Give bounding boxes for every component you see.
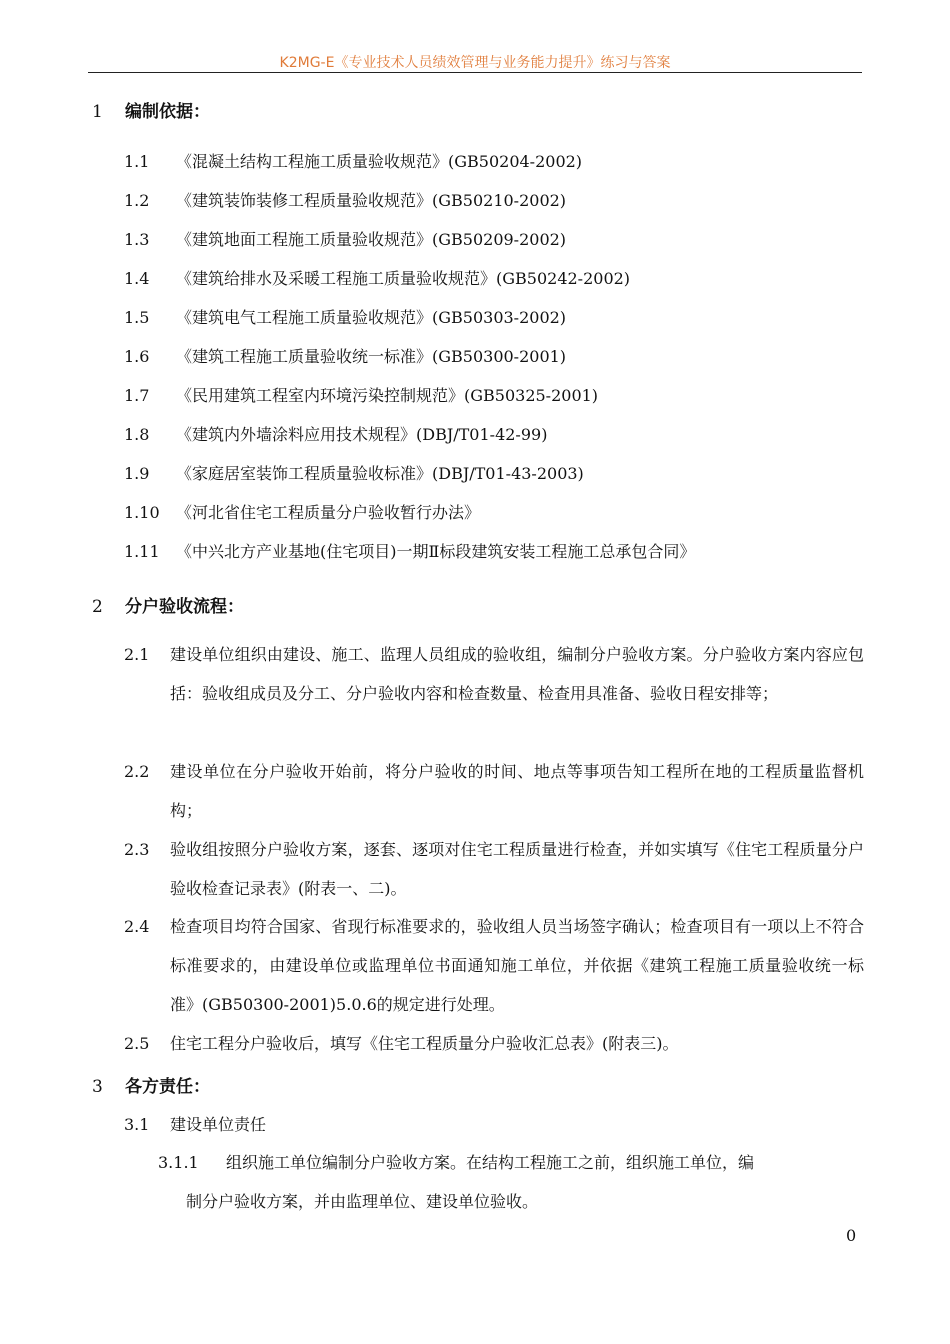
reference-number: 1.4 [124,269,150,288]
flow-text: 建设单位组织由建设、施工、监理人员组成的验收组，编制分户验收方案。分户验收方案内容应包括：验收组成员及分工、分户验收内容和检查数量、检查用具准备、验收日程安排等； [170,645,864,703]
header-rule [88,72,862,73]
section-heading-1 [92,97,210,122]
reference-item [124,539,695,562]
reference-text: 《河北省住宅工程质量分户验收暂行办法》 [176,503,481,522]
flow-text: 建设单位在分户验收开始前，将分户验收的时间、地点等事项告知工程所在地的工程质量监督机构； [170,762,864,820]
reference-item [124,461,584,484]
flow-item [124,752,864,830]
reference-item [124,149,582,172]
flow-item [124,635,864,713]
section-number: 2 [92,597,103,617]
reference-number: 1.5 [124,308,150,327]
clause-text-line-1: 组织施工单位编制分户验收方案。在结构工程施工之前，组织施工单位，编 [226,1153,755,1172]
reference-item [124,344,566,367]
section-heading-2 [92,592,244,617]
reference-number: 1.8 [124,425,150,444]
page-header: K2MG-E《专业技术人员绩效管理与业务能力提升》练习与答案 [279,55,671,71]
clause-number: 3.1.1 [158,1153,199,1172]
reference-text: 《建筑电气工程施工质量验收规范》(GB50303-2002) [176,308,567,327]
reference-text: 《建筑给排水及采暖工程施工质量验收规范》(GB50242-2002) [176,269,631,288]
reference-number: 1.9 [124,464,150,483]
flow-number: 2.5 [124,1034,150,1053]
flow-item [124,907,864,1024]
clause-item [158,1143,858,1221]
reference-text: 《建筑地面工程施工质量验收规范》(GB50209-2002) [176,230,567,249]
reference-text: 《混凝土结构工程施工质量验收规范》(GB50204-2002) [176,152,583,171]
reference-number: 1.7 [124,386,150,405]
reference-text: 《建筑内外墙涂料应用技术规程》(DBJ/T01-42-99) [176,425,548,444]
reference-number: 1.6 [124,347,150,366]
flow-number: 2.4 [124,917,150,936]
reference-number: 1.10 [124,503,160,522]
section-title: 各方责任： [125,1077,210,1097]
reference-item [124,266,630,289]
section-title: 编制依据： [125,102,210,122]
reference-text: 《中兴北方产业基地(住宅项目)一期Ⅱ标段建筑安装工程施工总承包合同》 [176,542,696,561]
reference-text: 《民用建筑工程室内环境污染控制规范》(GB50325-2001) [176,386,599,405]
flow-text: 住宅工程分户验收后，填写《住宅工程质量分户验收汇总表》(附表三)。 [170,1034,679,1053]
flow-item [124,830,864,908]
subsection-title: 建设单位责任 [170,1115,267,1134]
reference-text: 《建筑装饰装修工程质量验收规范》(GB50210-2002) [176,191,567,210]
section-number: 3 [92,1077,103,1097]
reference-text: 《家庭居室装饰工程质量验收标准》(DBJ/T01-43-2003) [176,464,584,483]
subsection-heading [124,1112,266,1135]
reference-item [124,188,566,211]
reference-number: 1.3 [124,230,150,249]
reference-number: 1.11 [124,542,160,561]
reference-item [124,422,547,445]
flow-number: 2.3 [124,840,150,859]
reference-number: 1.1 [124,152,150,171]
reference-text: 《建筑工程施工质量验收统一标准》(GB50300-2001) [176,347,567,366]
page-number: 0 [846,1226,857,1245]
flow-text: 检查项目均符合国家、省现行标准要求的，验收组人员当场签字确认；检查项目有一项以上不符合标准要求的，由建设单位或监理单位书面通知施工单位，并依据《建筑工程施工质量验收统一标准》(GB50300-2001)5.0.6的规定进行处理。 [170,917,864,1014]
clause-text-line-2: 制分户验收方案，并由监理单位、建设单位验收。 [186,1192,539,1211]
reference-item [124,227,566,250]
section-number: 1 [92,102,103,122]
flow-text: 验收组按照分户验收方案，逐套、逐项对住宅工程质量进行检查，并如实填写《住宅工程质量分户验收检查记录表》(附表一、二)。 [170,840,864,898]
flow-item [124,1024,864,1063]
reference-item [124,383,598,406]
flow-number: 2.2 [124,762,150,781]
reference-number: 1.2 [124,191,150,210]
reference-item [124,500,480,523]
flow-number: 2.1 [124,645,150,664]
section-heading-3 [92,1072,210,1097]
reference-item [124,305,566,328]
subsection-number: 3.1 [124,1115,150,1134]
section-title: 分户验收流程： [125,597,244,617]
